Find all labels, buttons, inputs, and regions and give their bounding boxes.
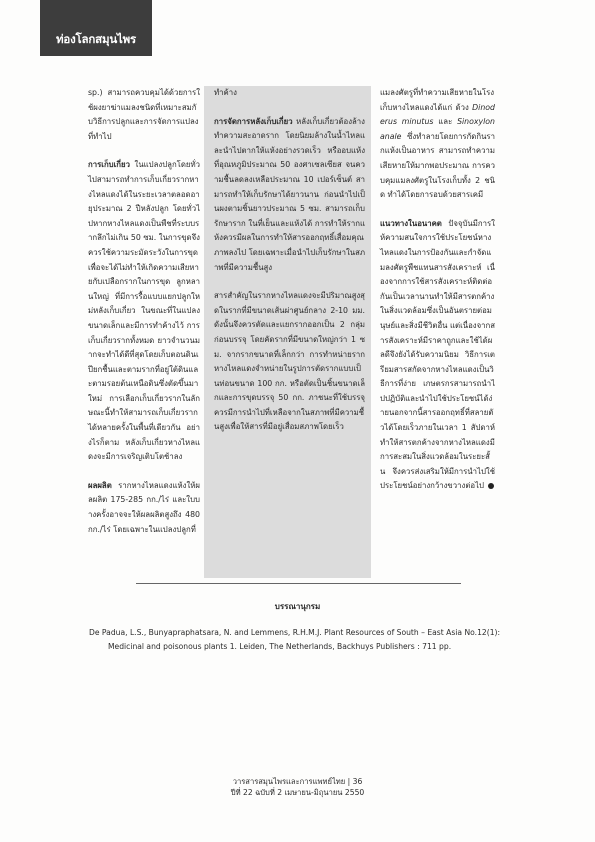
- section-heading: การจัดการหลังเก็บเกี่ยว: [214, 116, 293, 126]
- reference-line: Medicinal and poisonous plants 1. Leiden, The Netherlands, Backhuys Publishers : 711 pp.: [108, 642, 452, 651]
- paragraph-text: หลังเก็บเกี่ยวต้องล้างทำความสะอาดราก โดยนิยมล้างในน้ำไหลและนำไปตากให้แห้งอย่างรวดเร็ว หรืออบแห้งที่อุณหภูมิประมาณ 50 องศาเซลเซียส จนความชื้นลดลงเหลือประมาณ 10 เปอร์เซ็นต์ สามารถทำให้เก็บรักษาได้ยาวนาน ก่อนนำไปเป็นผงตามชิ้นยาวประมาณ 5 ซม. สามารถเก็บรักษาราก ในที่เย็นและแห้งได้ การทำให้รากแห้งควรมีผลในการทำให้สารออกฤทธิ์เสื่อมคุณภาพลงไป โดยเฉพาะเมื่อนำไปเก็บรักษาในสภาพที่มีความชื้นสูง: [214, 116, 365, 272]
- paragraph: [88, 86, 200, 144]
- paragraph-text: sp.) สามารถควบคุมได้ด้วยการใช้ผงยาฆ่าแมลงชนิดที่เหมาะสมกับวิธีการปลูกและการจัดการแปลงที่ทำไป: [88, 88, 200, 141]
- page-number: 36: [352, 777, 363, 786]
- paragraph-yield: [88, 479, 200, 537]
- references-heading: บรรณานุกรม: [274, 602, 321, 611]
- column-middle-shaded: [204, 86, 371, 578]
- reference-entry: [89, 626, 509, 654]
- species-name: Sinoxylon anale: [380, 117, 495, 141]
- paragraph-text: รากหางไหลแดงแห้งให้ผลผลิต 175-285 กก./ไร่ และใบบางครั้งอาจจะให้ผลผลิตสูงถึง 480 กก./ไร่ โดยเฉพาะในแปลงปลูกที่: [88, 480, 200, 534]
- paragraph-text: ทำค้าง: [214, 88, 237, 97]
- species-name: Dinoderus minutus: [380, 102, 495, 127]
- divider: [136, 583, 461, 584]
- paragraph-pests: [380, 86, 495, 203]
- paragraph-text: สารสำคัญในรากหางไหลแดงจะมีปริมาณสูงสุดในรากที่มีขนาดเส้นผ่าศูนย์กลาง 2-10 มม. ดังนั้นจึงควรตัดและแยกรากออกเป็น 2 กลุ่ม ก่อนบรรจุ โดยคัดรากที่มีขนาดใหญ่กว่า 1 ซม. จากรากขนาดที่เล็กกว่า การทำหน่ายรากหางไหลแดงจำหน่ายในรูปการตัดรากแบบเป็นท่อนขนาด 100 กก. หรือตัดเป็นชิ้นขนาดเล็กและการขุดบรรจุ 50 กก. ภาชนะที่ใช้บรรจุควรมีการนำไปที่เหลือจากในสภาพที่มีความชื้นสูงเพื่อให้สารที่มีอยู่เสื่อมสภาพโดยเร็ว: [214, 291, 365, 432]
- paragraph: [214, 289, 365, 435]
- page-footer: [0, 776, 595, 798]
- paragraph-text: ปัจจุบันมีการให้ความสนใจการใช้ประโยชน์หางไหลแดงในการป้องกันและกำจัดแมลงศัตรูพืชแทนสารสังเคราะห์ เนื่องจากการใช้สารสังเคราะห์ติดต่อกันเป็นเวลานานทำให้มีสารตกค้างในสิ่งแวดล้อมซึ่งเป็นอันตรายต่อมนุษย์และสิ่งมีชีวิตอื่น แต่เนื่องจากสารสังเคราะห์มีราคาถูกและใช้ได้ผลดีจึงยังได้รับความนิยม วิธีการเตรียมสารสกัดจากหางไหลแดงเป็นวิธีการที่ง่าย เกษตรกรสามารถนำไปปฏิบัติและนำไปใช้ประโยชน์ได้ง่ายนอกจากนี้สารออกฤทธิ์ที่สลายตัวได้โดยเร็วภายในเวลา 1 สัปดาห์ ทำให้สารตกค้างจากหางไหลแดงมีการสะสมในสิ่งแวดล้อมในระยะสั้น จึงควรส่งเสริมให้มีการนำไปใช้ประโยชน์อย่างกว้างขวางต่อไป: [380, 218, 495, 491]
- journal-name: วารสารสมุนไพรและการแพทย์ไทย: [232, 777, 346, 786]
- paragraph-post-harvest: [214, 115, 365, 276]
- section-banner: [40, 0, 152, 56]
- footer-journal-line: วารสารสมุนไพรและการแพทย์ไทย | 36: [232, 777, 363, 786]
- paragraph-harvest: [88, 158, 200, 464]
- section-title: ท่องโลกสมุนไพร: [56, 32, 136, 46]
- column-left: [88, 86, 200, 551]
- paragraph-text: ในแปลงปลูกโดยทั่วไปสามารถทำการเก็บเกี่ยวรากหางไหลแดงได้ในระยะเวลาตลอดอายุประมาณ 2 ปีหลังปลูก โดยทั่วไปหากหางไหลแดงเป็นพืชที่ระบบรากลึกไม่เกิน 50 ซม. ในการขุดจึงควรใช้ความระมัดระวังในการขุด เพื่อจะได้ไม่ทำให้เกิดความเสียหายกับเปลือกรากในการขุด ลูกหลานใหญ่ ที่มีการรื้อแบบแยกปลูกใหม่หลังเก็บเกี่ยว ในขณะที่ในแปลงขนาดเล็กและมีการทำค้างไว้ การเก็บเกี่ยวรากทั้งหมด ยาวจำนวนมากจะทำได้ดีที่สุดโดยเก็บตอนดินเปียกชื้นและตามรากที่อยู่ใต้ดินและตามรอยต้นเหนือดินซึ่งตัดขึ้นมาใหม่ การเลือกเก็บเกี่ยวรากในลักษณะนี้ทำให้สามารถเก็บเกี่ยวรากได้หลายครั้งในพื้นที่เดียวกัน อย่างไรก็ตาม หลังเก็บเกี่ยวหางไหลแดงจะมีการเจริญเติบโตช้าลง: [88, 160, 200, 462]
- paragraph-text: ซึ่งทำลายโดยการกัดกินรากแห้งเป็นอาหาร สามารถทำความเสียหายให้มากพอประมาณ การควบคุมแมลงศัตรูในโรงเก็บทั้ง 2 ชนิด ทำได้โดยการอบด้วยสารเคมี: [380, 131, 495, 200]
- end-of-article-icon: [488, 483, 494, 489]
- paragraph-text: แมลงศัตรูที่ทำความเสียหายในโรงเก็บหางไหลแดงได้แก่ ด้วง: [380, 88, 495, 112]
- section-heading: ผลผลิต: [88, 480, 112, 490]
- section-heading: การเก็บเกี่ยว: [88, 160, 130, 170]
- paragraph-future: [380, 217, 495, 494]
- column-right: [380, 86, 495, 508]
- paragraph: [214, 86, 365, 101]
- section-heading: แนวทางในอนาคต: [380, 218, 442, 228]
- reference-line: De Padua, L.S., Bunyapraphatsara, N. and Lemmens, R.H.M.J. Plant Resources of South – East Asia No.12(1):: [89, 628, 501, 637]
- paragraph-text: และ: [438, 117, 453, 127]
- footer-issue: ปีที่ 22 ฉบับที่ 2 เมษายน-มิถุนายน 2550: [230, 788, 365, 797]
